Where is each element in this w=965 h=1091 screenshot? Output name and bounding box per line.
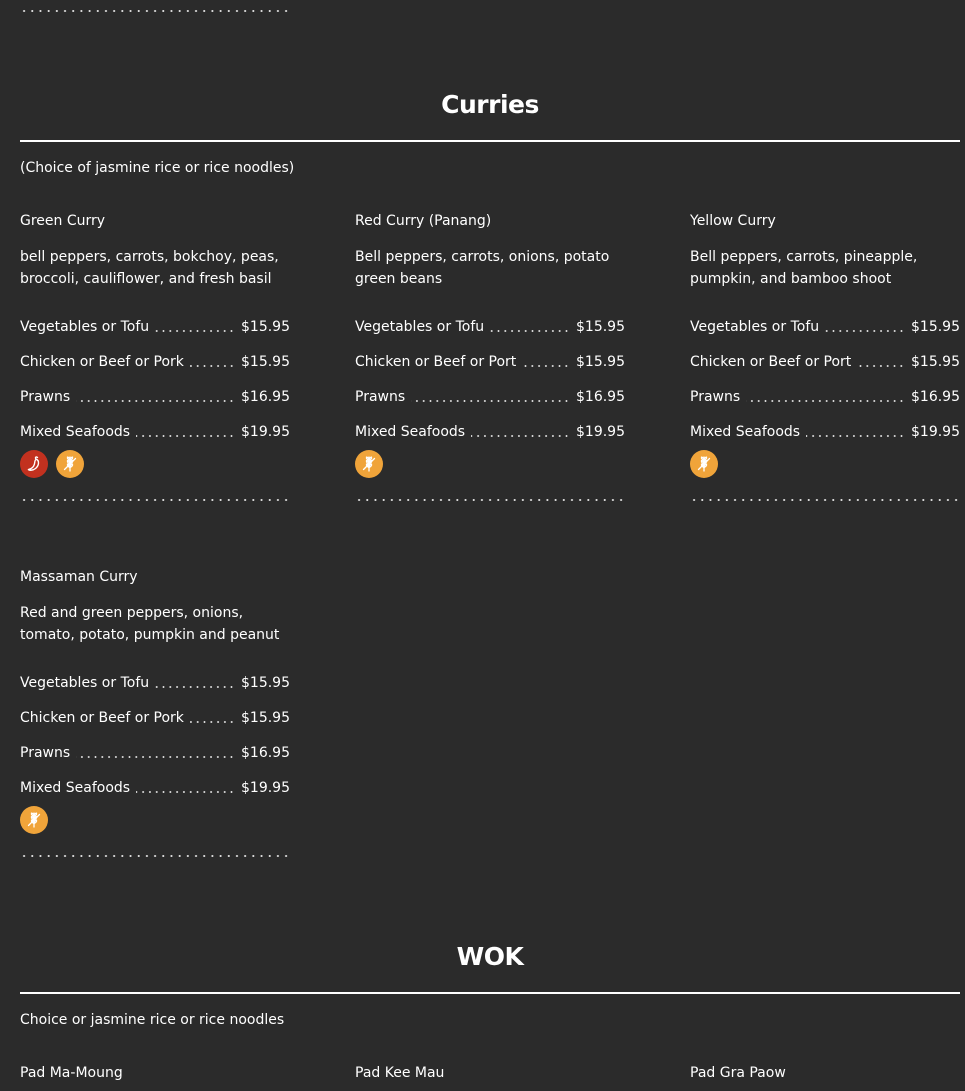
price-value: $15.95 xyxy=(241,319,290,335)
price-row xyxy=(355,316,625,334)
price-row xyxy=(20,421,290,439)
dietary-icons xyxy=(20,806,48,834)
price-label: Prawns xyxy=(690,389,741,405)
price-row xyxy=(20,386,290,404)
item-description: Bell peppers, carrots, onions, potato green beans xyxy=(355,249,610,287)
price-row xyxy=(355,421,625,439)
price-value: $19.95 xyxy=(576,424,625,440)
dot-leader xyxy=(471,435,570,437)
price-value: $15.95 xyxy=(241,675,290,691)
price-label: Chicken or Beef or Pork xyxy=(20,710,184,726)
price-value: $19.95 xyxy=(241,780,290,796)
dot-leader xyxy=(76,400,235,402)
dot-leader xyxy=(190,721,235,723)
dot-leader xyxy=(857,365,905,367)
price-row xyxy=(690,421,960,439)
price-label: Prawns xyxy=(20,389,71,405)
price-row xyxy=(355,351,625,369)
dot-leader xyxy=(136,791,235,793)
price-row xyxy=(355,386,625,404)
price-row xyxy=(20,672,290,690)
price-row xyxy=(20,707,290,725)
section-title-curries: Curries xyxy=(441,90,539,119)
item-name: Pad Kee Mau xyxy=(355,1065,445,1081)
price-row xyxy=(690,386,960,404)
gluten-free-icon xyxy=(20,806,48,834)
item-name: Massaman Curry xyxy=(20,569,138,585)
chili-pepper-icon xyxy=(20,450,48,478)
price-label: Mixed Seafoods xyxy=(690,424,801,440)
dietary-icons xyxy=(20,450,84,478)
price-label: Vegetables or Tofu xyxy=(20,319,150,335)
price-value: $15.95 xyxy=(911,354,960,370)
dot-leader xyxy=(490,330,570,332)
item-name: Yellow Curry xyxy=(690,213,776,229)
item-description: Red and green peppers, onions, tomato, potato, pumpkin and peanut xyxy=(20,605,280,643)
price-value: $15.95 xyxy=(241,354,290,370)
price-row xyxy=(20,777,290,795)
price-label: Mixed Seafoods xyxy=(355,424,466,440)
section-divider xyxy=(20,992,960,994)
price-value: $19.95 xyxy=(911,424,960,440)
price-row xyxy=(20,742,290,760)
item-name: Pad Gra Paow xyxy=(690,1065,786,1081)
dot-leader xyxy=(190,365,235,367)
section-divider xyxy=(20,140,960,142)
price-label: Vegetables or Tofu xyxy=(690,319,820,335)
price-value: $15.95 xyxy=(241,710,290,726)
dot-leader xyxy=(825,330,905,332)
section-note-curries: (Choice of jasmine rice or rice noodles) xyxy=(20,160,295,176)
dot-leader xyxy=(522,365,570,367)
item-name: Green Curry xyxy=(20,213,106,229)
item-description: Bell peppers, carrots, pineapple, pumpkin, and bamboo shoot xyxy=(690,249,918,287)
price-label: Chicken or Beef or Port xyxy=(355,354,517,370)
dotted-separator xyxy=(20,499,290,501)
price-row xyxy=(20,351,290,369)
price-value: $16.95 xyxy=(576,389,625,405)
gluten-free-icon xyxy=(690,450,718,478)
price-label: Chicken or Beef or Pork xyxy=(20,354,184,370)
price-label: Vegetables or Tofu xyxy=(355,319,485,335)
item-name: Pad Ma-Moung xyxy=(20,1065,123,1081)
item-description: bell peppers, carrots, bokchoy, peas, broccoli, cauliflower, and fresh basil xyxy=(20,249,279,287)
price-value: $15.95 xyxy=(576,319,625,335)
price-value: $16.95 xyxy=(241,389,290,405)
dot-leader xyxy=(136,435,235,437)
price-row xyxy=(690,316,960,334)
dot-leader xyxy=(155,686,235,688)
price-row xyxy=(690,351,960,369)
price-label: Mixed Seafoods xyxy=(20,424,131,440)
dot-leader xyxy=(746,400,905,402)
dotted-separator xyxy=(355,499,625,501)
dotted-separator xyxy=(690,499,960,501)
price-label: Prawns xyxy=(355,389,406,405)
dotted-separator xyxy=(20,10,290,12)
dietary-icons xyxy=(690,450,718,478)
price-value: $15.95 xyxy=(576,354,625,370)
dot-leader xyxy=(155,330,235,332)
dotted-separator xyxy=(20,855,290,857)
gluten-free-icon xyxy=(56,450,84,478)
price-row xyxy=(20,316,290,334)
item-name: Red Curry (Panang) xyxy=(355,213,492,229)
dietary-icons xyxy=(355,450,383,478)
price-label: Prawns xyxy=(20,745,71,761)
section-note-wok: Choice or jasmine rice or rice noodles xyxy=(20,1012,285,1028)
gluten-free-icon xyxy=(355,450,383,478)
dot-leader xyxy=(806,435,905,437)
section-title-wok: WOK xyxy=(456,942,524,971)
dot-leader xyxy=(76,756,235,758)
price-value: $15.95 xyxy=(911,319,960,335)
price-value: $16.95 xyxy=(241,745,290,761)
price-label: Chicken or Beef or Port xyxy=(690,354,852,370)
price-value: $19.95 xyxy=(241,424,290,440)
price-label: Vegetables or Tofu xyxy=(20,675,150,691)
price-value: $16.95 xyxy=(911,389,960,405)
dot-leader xyxy=(411,400,570,402)
price-label: Mixed Seafoods xyxy=(20,780,131,796)
